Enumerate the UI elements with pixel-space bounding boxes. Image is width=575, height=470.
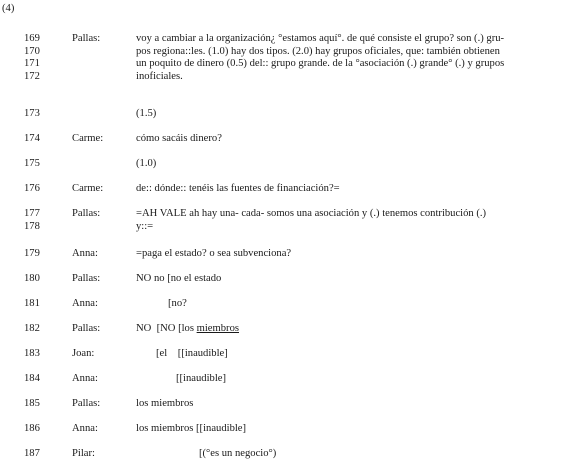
speaker-name: Pallas:	[72, 323, 101, 334]
line-number: 187	[24, 448, 40, 459]
line-number: 181	[24, 298, 40, 309]
speaker-name: Pallas:	[72, 398, 101, 409]
utterance-fragment: NO [NO [los	[136, 323, 197, 334]
utterance-text	[136, 33, 570, 84]
line-number: 173	[24, 108, 40, 119]
speaker-name: Anna:	[72, 298, 98, 309]
line-number: 170	[24, 45, 40, 57]
line-number: 171	[24, 58, 40, 70]
line-number: 185	[24, 398, 40, 409]
line-number: 176	[24, 183, 40, 194]
line-number: 179	[24, 248, 40, 259]
utterance-text: [(°es un negocio°)	[199, 448, 277, 459]
utterance-line: un poquito de dinero (0.5) del:: grupo grande. de la °asociación (.) grande° (.) y grupos	[136, 58, 505, 70]
line-number: 174	[24, 133, 40, 144]
utterance-text: [[inaudible]	[176, 373, 227, 384]
speaker-name: Joan:	[72, 348, 95, 359]
utterance-line: =AH VALE ah hay una- cada- somos una asociación y (.) tenemos contribución (.)	[136, 208, 487, 219]
utterance-text: los miembros	[136, 398, 194, 409]
utterance-text: (1.5)	[136, 108, 157, 119]
speaker-name: Anna:	[72, 373, 98, 384]
utterance-line: y::=	[136, 220, 154, 232]
utterance-text: =paga el estado? o sea subvenciona?	[136, 248, 292, 259]
utterance-text: cómo sacáis dinero?	[136, 133, 222, 144]
line-number: 180	[24, 273, 40, 284]
line-number: 186	[24, 423, 40, 434]
utterance-text: NO no [no el estado	[136, 273, 222, 284]
line-number: 184	[24, 373, 40, 384]
utterance-text: [no?	[168, 298, 187, 309]
speaker-name: Pallas:	[72, 33, 101, 44]
utterance-text	[136, 208, 570, 233]
utterance-line: pos regiona::les. (1.0) hay dos tipos. (2.0) hay grupos oficiales, que: también obtienen	[136, 45, 500, 57]
speaker-name: Carme:	[72, 133, 104, 144]
speaker-name: Pallas:	[72, 273, 101, 284]
utterance-text: los miembros [[inaudible]	[136, 423, 247, 434]
utterance-line: inoficiales.	[136, 71, 183, 83]
speaker-name: Pilar:	[72, 448, 95, 459]
speaker-name: Pallas:	[72, 208, 101, 219]
line-number: 169	[24, 33, 40, 44]
example-label: (4)	[2, 3, 15, 14]
line-numbers	[24, 33, 52, 84]
underlined-word: miembros	[196, 323, 239, 334]
speaker-name: Anna:	[72, 248, 98, 259]
utterance-text: de:: dónde:: tenéis las fuentes de financiación?=	[136, 183, 340, 194]
line-numbers	[24, 208, 52, 233]
line-number: 175	[24, 158, 40, 169]
line-number: 183	[24, 348, 40, 359]
line-number: 177	[24, 208, 40, 219]
utterance-text	[136, 323, 570, 336]
line-number: 178	[24, 220, 40, 232]
line-number: 172	[24, 71, 40, 83]
line-number: 182	[24, 323, 40, 334]
utterance-line: voy a cambiar a la organización¿ °estamos aquí°. de qué consiste el grupo? son (.) gru-	[136, 33, 505, 44]
speaker-name: Anna:	[72, 423, 98, 434]
speaker-name: Carme:	[72, 183, 104, 194]
utterance-text: [el [[inaudible]	[156, 348, 228, 359]
utterance-text: (1.0)	[136, 158, 157, 169]
